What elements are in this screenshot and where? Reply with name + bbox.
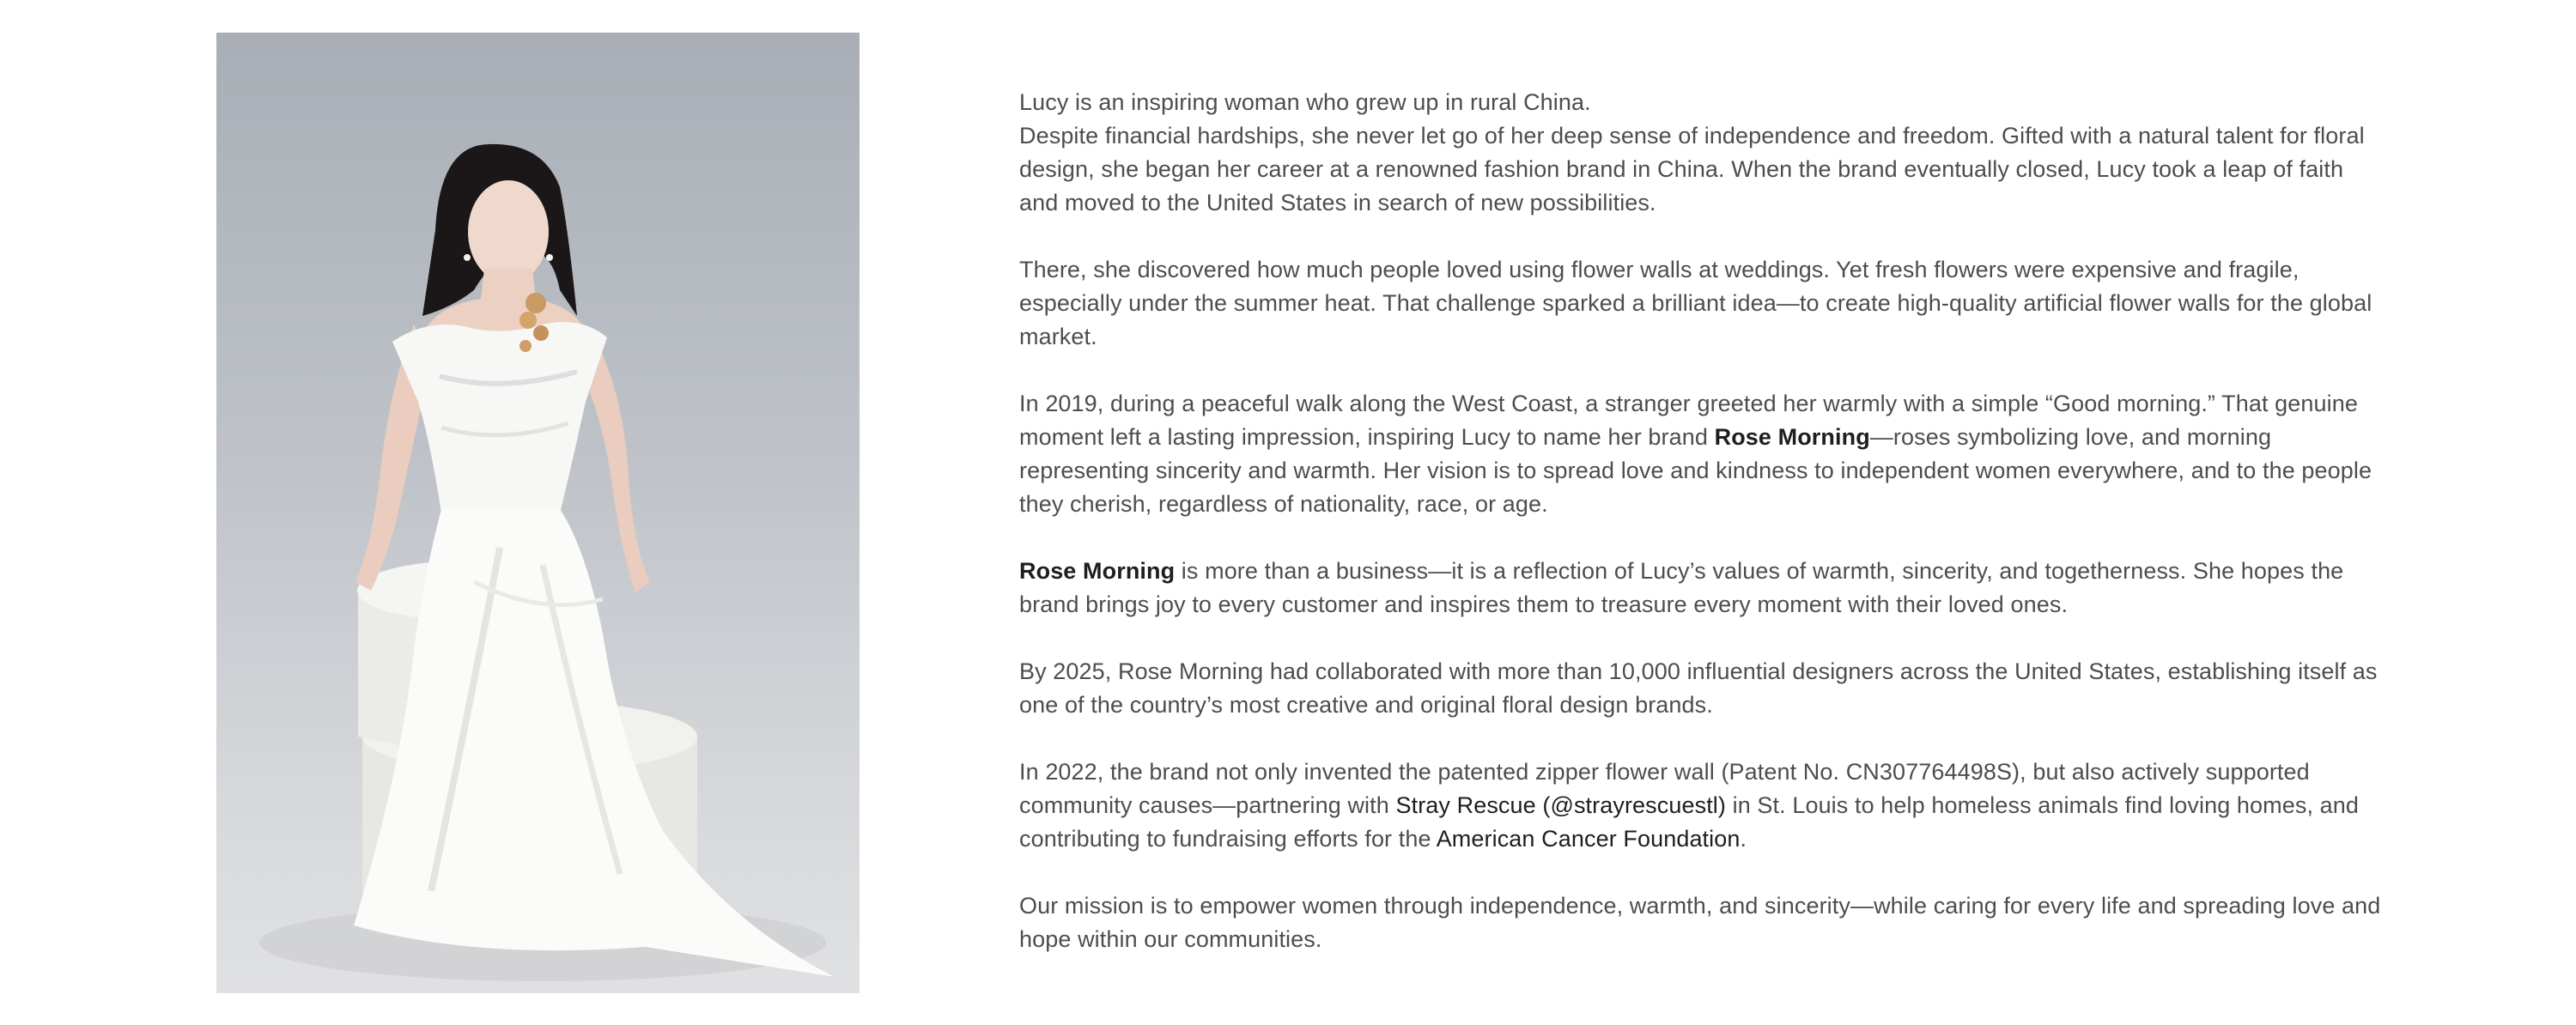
story-naming-start: In 2019, during a peaceful walk along the West Coast, a stranger greeted her warmly with a simple “Good morning.” That genuine moment left a lasting impression, inspiring Lucy to name her brand xyxy=(1019,391,2358,450)
story-paragraph-growth: By 2025, Rose Morning had collaborated with more than 10,000 influential designers across the United States, establishing itself as one of the country’s most creative and original floral design brands. xyxy=(1019,658,2378,718)
brand-name-emphasis: Rose Morning xyxy=(1714,424,1870,450)
story-paragraph-origin xyxy=(1019,86,2385,220)
story-paragraph-mission: Our mission is to empower women through independence, warmth, and sincerity—while caring for every life and spreading love and hope within our communities. xyxy=(1019,893,2381,952)
story-naming-end: —roses symbolizing love, and morning representing sincerity and warmth. Her vision is to spread love and kindness to independent women everywhere, and to the people they cherish, regardless of nationality, race, or age. xyxy=(1019,424,2372,517)
story-values-text: is more than a business—it is a reflection of Lucy’s values of warmth, sincerity, and togetherness. She hopes the brand brings joy to every customer and inspires them to treasure every moment with their loved ones. xyxy=(1019,558,2344,617)
story-community-end: . xyxy=(1740,826,1747,852)
story-community-middle: in St. Louis to help homeless animals find loving homes, and contributing to fundraising efforts for the xyxy=(1019,792,2360,852)
story-community-start: In 2022, the brand not only invented the patented zipper flower wall (Patent No. CN307764498S), but also actively supported community causes—partnering with xyxy=(1019,759,2310,818)
stray-rescue-link[interactable]: Stray Rescue (@strayrescuestl) xyxy=(1395,792,1726,818)
brand-story xyxy=(1019,86,2385,956)
american-cancer-foundation-link[interactable]: American Cancer Foundation xyxy=(1436,826,1741,852)
brand-name-emphasis: Rose Morning xyxy=(1019,558,1176,584)
story-paragraph-naming xyxy=(1019,387,2385,521)
founder-portrait xyxy=(216,33,860,993)
story-origin-body: Despite financial hardships, she never let go of her deep sense of independence and freedom. Gifted with a natural talent for floral design, she began her career at a renowned fashion brand in China. When the brand eventually closed, Lucy took a leap of faith and moved to the United States in search of new possibilities. xyxy=(1019,123,2365,215)
story-paragraph-values xyxy=(1019,555,2385,622)
story-paragraph-community xyxy=(1019,755,2385,856)
story-origin-intro: Lucy is an inspiring woman who grew up in rural China. xyxy=(1019,89,1591,115)
story-paragraph-discovery: There, she discovered how much people loved using flower walls at weddings. Yet fresh flowers were expensive and fragile, especially under the summer heat. That challenge sparked a brilliant idea—to create high-quality artificial flower walls for the global market. xyxy=(1019,257,2372,349)
